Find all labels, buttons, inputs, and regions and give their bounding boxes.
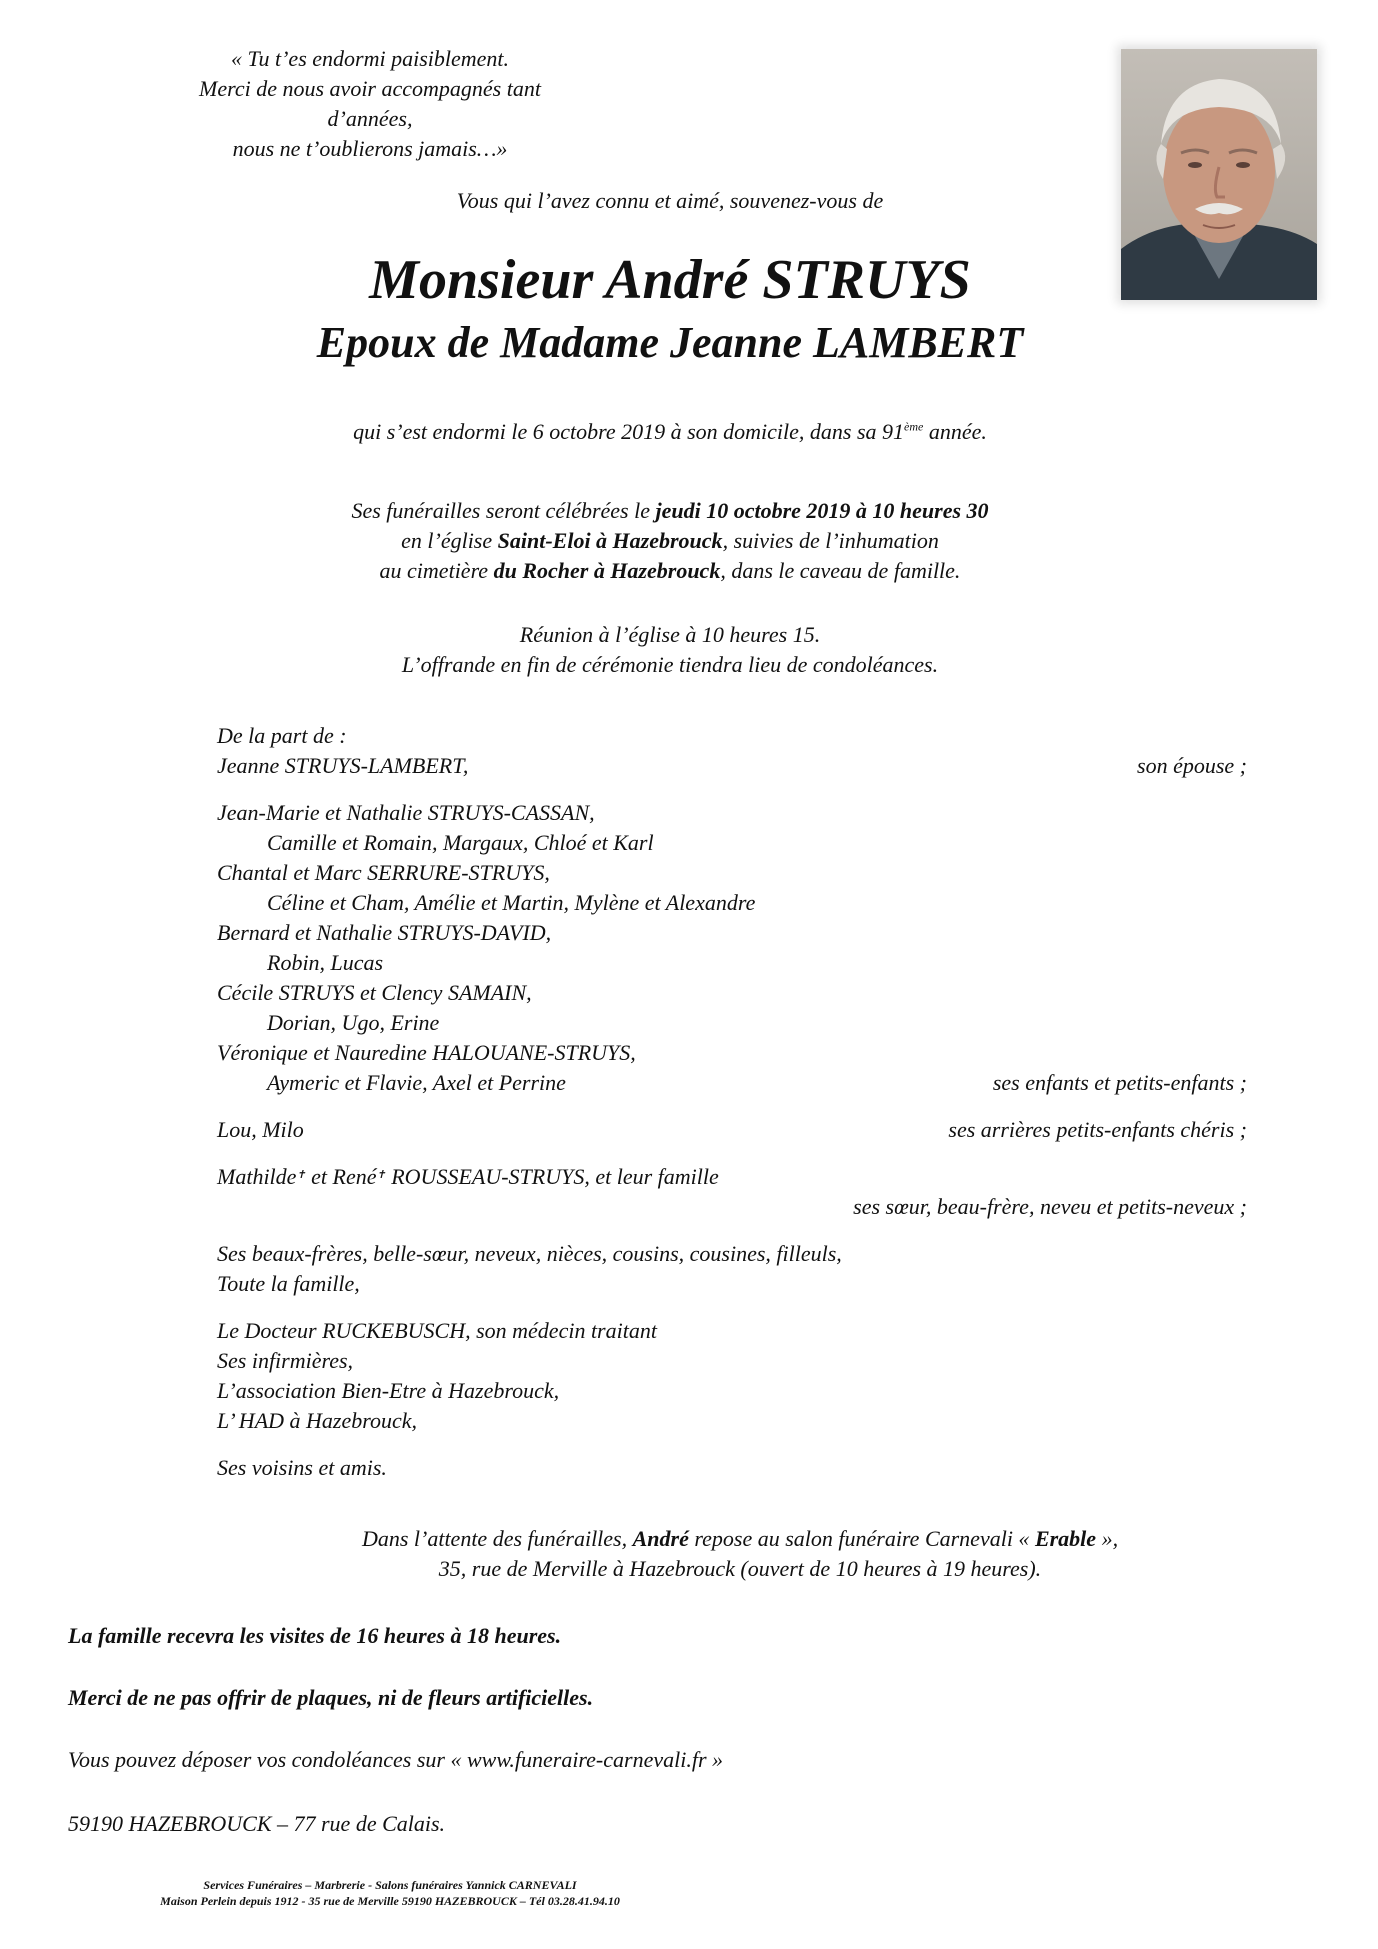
sibling-row bbox=[217, 1162, 1247, 1192]
funeral-text: , suivies de l’inhumation bbox=[722, 528, 939, 553]
all-family-row bbox=[217, 1269, 1247, 1299]
visits-note: La famille recevra les visites de 16 heures à 18 heures. bbox=[68, 1623, 562, 1648]
wife-role: son épouse ; bbox=[1137, 753, 1247, 778]
sibling-family: ROUSSEAU-STRUYS, et leur famille bbox=[385, 1164, 719, 1189]
family-row bbox=[217, 948, 1247, 978]
spouse-title: Epoux de Madame Jeanne LAMBERT bbox=[316, 318, 1024, 367]
portrait-illustration bbox=[1121, 49, 1317, 300]
funeral-text: en l’église bbox=[401, 528, 498, 553]
child-couple: Bernard et Nathalie STRUYS-DAVID, bbox=[217, 920, 552, 945]
family-row bbox=[217, 918, 1247, 948]
portrait-photo bbox=[1121, 49, 1317, 300]
funeral-line bbox=[220, 526, 1120, 556]
family-row bbox=[217, 828, 1247, 858]
funeral-line bbox=[220, 496, 1120, 526]
children-role: ses enfants et petits-enfants ; bbox=[992, 1070, 1247, 1095]
footer bbox=[100, 1877, 680, 1909]
family-row bbox=[217, 1038, 1247, 1068]
funeral-text: , dans le caveau de famille. bbox=[720, 558, 961, 583]
association-text: L’association Bien-Etre à Hazebrouck, bbox=[217, 1378, 560, 1403]
intro-text: Vous qui l’avez connu et aimé, souvenez-vous de bbox=[456, 188, 884, 213]
from-label bbox=[217, 721, 1247, 751]
cross-icon: ✝ bbox=[376, 1169, 386, 1181]
family-row bbox=[217, 1008, 1247, 1038]
salon-text: », bbox=[1096, 1526, 1119, 1551]
nurses-row bbox=[217, 1346, 1247, 1376]
association-row bbox=[217, 1376, 1247, 1406]
quote-line: Merci de nous avoir accompagnés tant d’années, bbox=[199, 76, 541, 131]
cemetery-name: du Rocher à Hazebrouck bbox=[493, 558, 721, 583]
child-couple: Jean-Marie et Nathalie STRUYS-CASSAN, bbox=[217, 800, 595, 825]
sibling-role-row bbox=[217, 1192, 1247, 1222]
sibling-role: ses sœur, beau-frère, neveu et petits-neveux ; bbox=[853, 1194, 1247, 1219]
ordinal-suffix: ème bbox=[904, 419, 924, 434]
brother-in-law-name: et René bbox=[305, 1164, 377, 1189]
family-row bbox=[217, 888, 1247, 918]
nurses-text: Ses infirmières, bbox=[217, 1348, 354, 1373]
doctor-text: Le Docteur RUCKEBUSCH, son médecin traitant bbox=[217, 1318, 657, 1343]
plaques-note: Merci de ne pas offrir de plaques, ni de fleurs artificielles. bbox=[68, 1685, 594, 1710]
sister-name: Mathilde bbox=[217, 1164, 297, 1189]
neighbours-text: Ses voisins et amis. bbox=[217, 1455, 387, 1480]
death-text-end: année. bbox=[923, 419, 987, 444]
great-grandchildren-role: ses arrières petits-enfants chéris ; bbox=[948, 1117, 1247, 1142]
family-row bbox=[217, 798, 1247, 828]
inlaws-row bbox=[217, 1239, 1247, 1269]
funeral-line bbox=[220, 556, 1120, 586]
condolences-note: Vous pouvez déposer vos condoléances sur « www.funeraire-carnevali.fr » bbox=[68, 1747, 724, 1772]
great-grandchildren: Lou, Milo bbox=[217, 1117, 304, 1142]
all-family-text: Toute la famille, bbox=[217, 1271, 360, 1296]
funeral-text: Ses funérailles seront célébrées le bbox=[351, 498, 656, 523]
great-grandchildren-row bbox=[217, 1115, 1247, 1145]
footer-line: Services Funéraires – Marbrerie - Salons funéraires Yannick CARNEVALI bbox=[203, 1878, 577, 1892]
funeral-details bbox=[220, 496, 1120, 586]
death-text: qui s’est endormi le 6 octobre 2019 à son domicile, dans sa 91 bbox=[353, 419, 905, 444]
deceased-name: Monsieur André STRUYS bbox=[369, 249, 971, 311]
death-notice bbox=[220, 417, 1120, 447]
wife-row bbox=[217, 751, 1247, 781]
salon-text: Dans l’attente des funérailles, bbox=[361, 1526, 633, 1551]
quote-line: « Tu t’es endormi paisiblement. bbox=[230, 46, 510, 71]
inlaws-text: Ses beaux-frères, belle-sœur, neveux, nièces, cousins, cousines, filleuls, bbox=[217, 1241, 842, 1266]
reunion-line: Réunion à l’église à 10 heures 15. bbox=[519, 622, 821, 647]
deceased-first-name: André bbox=[632, 1526, 689, 1551]
wife-name: Jeanne STRUYS-LAMBERT, bbox=[217, 753, 469, 778]
child-couple: Chantal et Marc SERRURE-STRUYS, bbox=[217, 860, 550, 885]
cross-icon: ✝ bbox=[296, 1169, 306, 1181]
address-line: 59190 HAZEBROUCK – 77 rue de Calais. bbox=[68, 1811, 446, 1836]
reunion-line: L’offrande en fin de cérémonie tiendra lieu de condoléances. bbox=[401, 652, 939, 677]
funeral-text: au cimetière bbox=[379, 558, 494, 583]
child-couple: Véronique et Nauredine HALOUANE-STRUYS, bbox=[217, 1040, 636, 1065]
funeral-date: jeudi 10 octobre 2019 à 10 heures 30 bbox=[655, 498, 989, 523]
quote-line: nous ne t’oublierons jamais…» bbox=[232, 136, 508, 161]
from-text: De la part de : bbox=[217, 723, 347, 748]
salon-room-name: Erable bbox=[1034, 1526, 1097, 1551]
grandchildren: Aymeric et Flavie, Axel et Perrine bbox=[267, 1070, 566, 1095]
family-row bbox=[217, 978, 1247, 1008]
salon-address: 35, rue de Merville à Hazebrouck (ouvert de 10 heures à 19 heures). bbox=[438, 1556, 1042, 1581]
doctor-row bbox=[217, 1316, 1247, 1346]
neighbours-row bbox=[217, 1453, 1247, 1483]
grandchildren: Dorian, Ugo, Erine bbox=[267, 1010, 440, 1035]
church-name: Saint-Eloi à Hazebrouck bbox=[497, 528, 723, 553]
grandchildren: Robin, Lucas bbox=[267, 950, 384, 975]
had-text: L’ HAD à Hazebrouck, bbox=[217, 1408, 418, 1433]
family-list bbox=[217, 721, 1247, 1483]
footer-line: Maison Perlein depuis 1912 - 35 rue de Merville 59190 HAZEBROUCK – Tél 03.28.41.94.10 bbox=[160, 1894, 620, 1908]
grandchildren: Céline et Cham, Amélie et Martin, Mylène et Alexandre bbox=[267, 890, 756, 915]
salon-line bbox=[290, 1524, 1190, 1554]
child-couple: Cécile STRUYS et Clency SAMAIN, bbox=[217, 980, 532, 1005]
opening-quote bbox=[160, 44, 580, 164]
funeral-home-info bbox=[290, 1524, 1190, 1584]
salon-text: repose au salon funéraire Carnevali « bbox=[688, 1526, 1035, 1551]
reunion-info bbox=[300, 620, 1040, 680]
family-row bbox=[217, 858, 1247, 888]
grandchildren: Camille et Romain, Margaux, Chloé et Karl bbox=[267, 830, 654, 855]
had-row bbox=[217, 1406, 1247, 1436]
family-row bbox=[217, 1068, 1247, 1098]
